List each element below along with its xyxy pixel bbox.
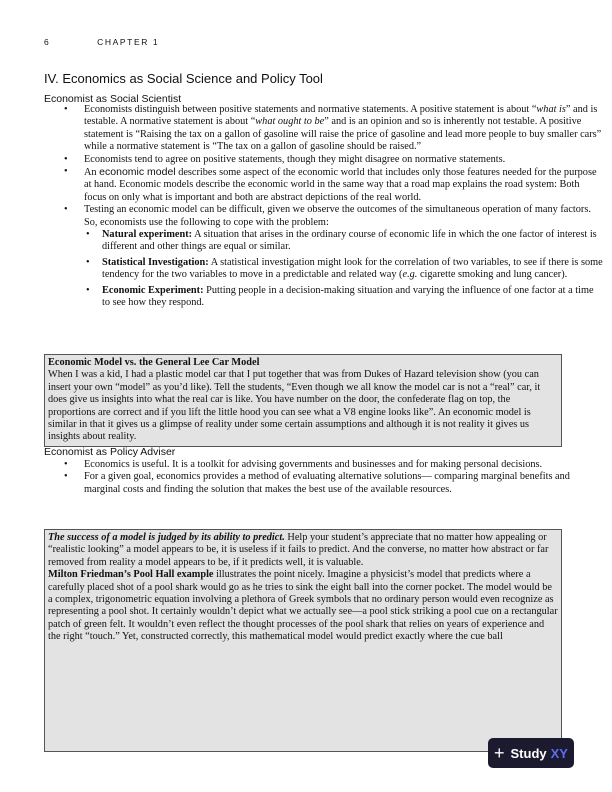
adviser-bullets (44, 459, 604, 496)
bullet-positive-normative: • Economists distinguish between positive statements and normative statements. A positive statement is about “what is” and is testable. A normative statement is about “what ought to be” and is an opinion and so is inherently not testable. A positive statement is “Raising the tax on a gallon of gasoline will raise the price of gasoline and lead more people to buy smaller cars” while a normative statement is “The tax on a gallon of gasoline should be raised.” (84, 104, 604, 154)
bullet-testing-model: • Testing an economic model can be difficult, given we observe the outcomes of the simultaneous operation of many factors. So, economists use the following to cope with the problem: • Natural experiment: A situation that arises in the ordinary course of economic life in which the one factor of interest is different and other things are equal or similar. • Statistical Investigation: A statistical investigation might look for the correlation of two variables, to see if there is some tendency for the two variables to move in a predictable and related way (e.g. cigarette smoking and lung cancer). • Economic Experiment: Putting people in a decision-making situation and varying the influence of one factor at a time to see how they respond. (84, 204, 604, 309)
testing-methods-list (84, 229, 604, 309)
bullet-evaluating-alternatives: • For a given goal, economics provides a method of evaluating alternative solutions— comparing marginal benefits and marginal costs and finding the solution that makes the best use of the available resources. (84, 471, 604, 496)
chapter-label: CHAPTER 1 (97, 37, 160, 47)
callout-title: Economic Model vs. the General Lee Car Model (48, 357, 260, 368)
general-lee-callout (44, 354, 562, 447)
callout-text: When I was a kid, I had a plastic model car that I put together that was from Dukes of Hazard television show (you can insert your own “model” as you’d like). Tell the students, “Even though we all know the model car is not a “real” car, it does give us insights into what the real car is like. You have number on the door, the confederate flag on top, the proportions are correct and if you lift the little hood you can see what a V8 engine looks like”. An economic model is similar in that it gives us a glimpse of reality under some certain assumptions and although it is not reality it gives us insights about reality. (48, 369, 541, 443)
studyxy-logo: + Study XY (488, 738, 574, 768)
sub-bullet-statistical-investigation: • Statistical Investigation: A statistical investigation might look for the correlation of two variables, to see if there is some tendency for the two variables to move in a predictable and related way (e.g. cigarette smoking and lung cancer). (102, 257, 604, 282)
scientist-bullets (44, 104, 604, 313)
term-economic-model: economic model (99, 166, 176, 179)
subheading-social-scientist: Economist as Social Scientist (44, 93, 182, 105)
page-number: 6 (44, 37, 50, 47)
plus-icon: + (494, 742, 505, 763)
callout-lead: The success of a model is judged by its ability to predict. (48, 532, 285, 543)
bullet-economic-model: • An economic model describes some aspect of the economic world that includes only those features needed for the purpose at hand. Economic models describe the economic world in the same way that a road map explains the road system: Both focus on only what is important and both are abstract depictions of the real world. (84, 166, 604, 204)
pool-hall-callout: The success of a model is judged by its ability to predict. Help your student’s appreciate that no matter how appealing or “realistic looking” a model appears to be, it is useless if it fails to predict. And the converse, no matter how abstract or far removed from reality a model appears to be, if it predicts well, it is valuable. Milton Friedman’s Pool Hall example illustrates the point nicely. Imagine a physicist’s model that predicts where a carefully placed shot of a pool shark would go as he tries to sink the eight ball into the corner pocket. The model would be a complex, trigonometric equation involving a plethora of Greek symbols that no ordinary person would even recognize as representing a pool shot. It certainly wouldn’t depict what we actually see—a pool stick striking a pool cue on a rectangular patch of green felt. It wouldn’t even reflect the thought processes of the pool shark that relies on years of experience and the right “touch.” Yet, constructed correctly, this mathematical model would predict exactly where the cue ball (44, 529, 562, 752)
sub-bullet-natural-experiment: • Natural experiment: A situation that arises in the ordinary course of economic life in which the one factor of interest is different and other things are equal or similar. (102, 229, 604, 254)
page-header (44, 37, 159, 47)
bullet-economics-useful: • Economics is useful. It is a toolkit for advising governments and businesses and for making personal decisions. (84, 459, 604, 471)
section-title: IV. Economics as Social Science and Policy Tool (44, 71, 323, 86)
bullet-agree-positive: • Economists tend to agree on positive statements, though they might disagree on normative statements. (84, 154, 604, 166)
pool-hall-title: Milton Friedman’s Pool Hall example (48, 569, 214, 581)
sub-bullet-economic-experiment: • Economic Experiment: Putting people in a decision-making situation and varying the influence of one factor at a time to see how they respond. (102, 285, 604, 310)
subheading-policy-adviser: Economist as Policy Adviser (44, 446, 176, 458)
